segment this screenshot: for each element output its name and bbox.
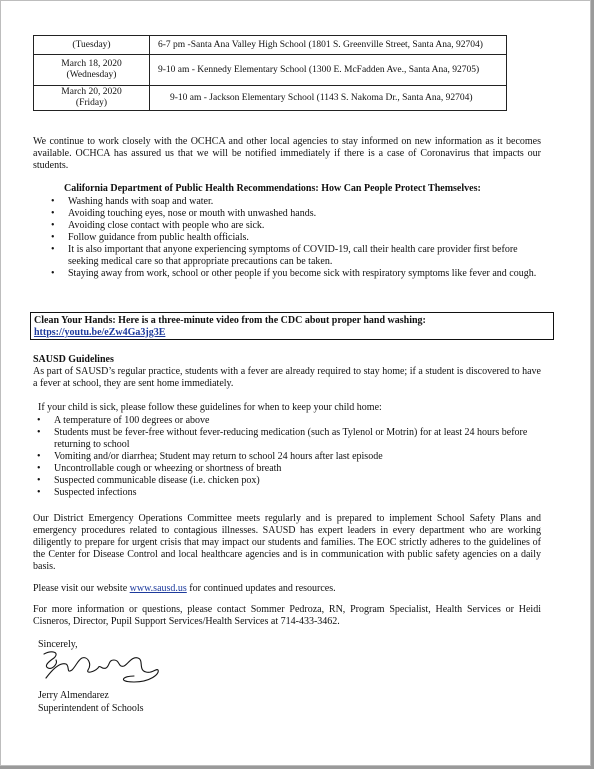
bullet-icon: • bbox=[51, 232, 55, 243]
recommendations-list bbox=[51, 196, 541, 280]
bullet-icon: • bbox=[51, 196, 55, 207]
list-item: • Follow guidance from public health officials. bbox=[51, 232, 249, 243]
guidelines-list bbox=[37, 415, 541, 499]
signer-title: Superintendent of Schools bbox=[38, 703, 144, 714]
schedule-event: 6-7 pm -Santa Ana Valley High School (1801 S. Greenville Street, Santa Ana, 92704) bbox=[150, 36, 507, 55]
list-item: • Washing hands with soap and water. bbox=[51, 196, 214, 207]
bullet-icon: • bbox=[51, 244, 55, 255]
list-item: • Suspected communicable disease (i.e. chicken pox) bbox=[37, 475, 260, 486]
list-item: • Staying away from work, school or other people if you become sick with respiratory symptoms like fever and cough. bbox=[51, 268, 537, 279]
list-item: • It is also important that anyone experiencing symptoms of COVID-19, call their health care provider first before seeking medical care so that appropriate precautions can be taken. bbox=[51, 244, 518, 267]
cdc-video-link[interactable]: https://youtu.be/eZw4Ga3jg3E bbox=[34, 327, 166, 338]
list-item: • A temperature of 100 degrees or above bbox=[37, 415, 210, 426]
guidelines-title: SAUSD Guidelines bbox=[33, 354, 114, 365]
list-item: • Suspected infections bbox=[37, 487, 137, 498]
schedule-date: March 18, 2020 (Wednesday) bbox=[34, 55, 150, 86]
schedule-event: 9-10 am - Kennedy Elementary School (1300 E. McFadden Ave., Santa Ana, 92705) bbox=[150, 55, 507, 86]
bullet-icon: • bbox=[51, 208, 55, 219]
bullet-icon: • bbox=[37, 451, 41, 462]
table-row bbox=[34, 86, 507, 111]
recommendations-title: California Department of Public Health Recommendations: How Can People Protect Themselves: bbox=[64, 183, 481, 194]
salutation: Sincerely, bbox=[38, 639, 78, 650]
cdc-video-box bbox=[30, 312, 554, 340]
ochca-paragraph: We continue to work closely with the OCHCA and other local agencies to stay informed on new information as it becomes available. OCHCA has assured us that we will be notified immediately if there is a case of Coronavirus that impacts our students. bbox=[33, 136, 541, 171]
bullet-icon: • bbox=[37, 415, 41, 426]
bullet-icon: • bbox=[51, 268, 55, 279]
bullet-icon: • bbox=[37, 487, 41, 498]
list-item: • Vomiting and/or diarrhea; Student may return to school 24 hours after last episode bbox=[37, 451, 383, 462]
website-link[interactable]: www.sausd.us bbox=[129, 583, 187, 594]
website-paragraph: Please visit our website www.sausd.us for continued updates and resources. bbox=[33, 583, 336, 594]
table-row bbox=[34, 36, 507, 55]
eoc-paragraph: Our District Emergency Operations Committee meets regularly and is prepared to implement School Safety Plans and emergency procedures related to contagious illnesses. SAUSD has expert leaders in every department who are working diligently to prepare for urgent crisis that may impact our students and families. The EOC strictly adheres to the guidelines of the Center for Disease Control and local healthcare agencies and is in communication with public safety agencies on a daily basis. bbox=[33, 513, 541, 572]
signer-name: Jerry Almendarez bbox=[38, 690, 109, 701]
schedule-date: March 20, 2020 (Friday) bbox=[34, 86, 150, 111]
list-item: • Students must be fever-free without fever-reducing medication (such as Tylenol or Motrin) for at least 24 hours before returning to school bbox=[37, 427, 528, 450]
guidelines-intro: As part of SAUSD’s regular practice, students with a fever are already required to stay home; if a student is discovered to have a fever at school, they are sent home immediately. bbox=[33, 366, 541, 389]
schedule-date: (Tuesday) bbox=[34, 36, 150, 55]
schedule-event: 9-10 am - Jackson Elementary School (1143 S. Nakoma Dr., Santa Ana, 92704) bbox=[150, 86, 507, 111]
bullet-icon: • bbox=[37, 463, 41, 474]
signature-image bbox=[38, 648, 163, 686]
bullet-icon: • bbox=[37, 427, 41, 438]
list-item: • Avoiding close contact with people who are sick. bbox=[51, 220, 265, 231]
list-item: • Avoiding touching eyes, nose or mouth with unwashed hands. bbox=[51, 208, 317, 219]
schedule-table bbox=[33, 35, 507, 111]
contact-paragraph: For more information or questions, please contact Sommer Pedroza, RN, Program Specialist, Health Services or Heidi Cisneros, Director, Pupil Support Services/Health Services at 714-433-3462. bbox=[33, 604, 541, 627]
guidelines-sick-intro: If your child is sick, please follow these guidelines for when to keep your child home: bbox=[38, 402, 382, 413]
bullet-icon: • bbox=[37, 475, 41, 486]
cdc-box-text: Clean Your Hands: Here is a three-minute video from the CDC about proper hand washing: bbox=[34, 315, 426, 326]
table-row bbox=[34, 55, 507, 86]
list-item: • Uncontrollable cough or wheezing or shortness of breath bbox=[37, 463, 282, 474]
bullet-icon: • bbox=[51, 220, 55, 231]
